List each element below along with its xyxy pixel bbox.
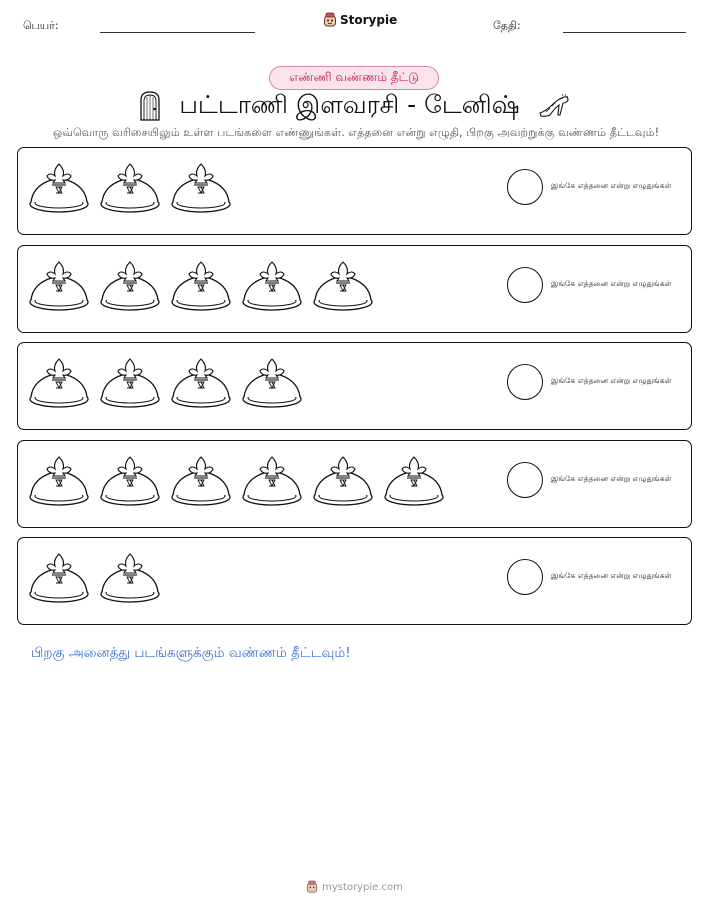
date-line[interactable] — [563, 32, 686, 33]
footer-note: பிறகு அனைத்து படங்களுக்கும் வண்ணம் தீட்டவும்! — [31, 645, 351, 661]
crown-icon — [100, 552, 160, 608]
crown-icon — [242, 455, 302, 511]
answer-circle[interactable] — [507, 462, 543, 498]
date-label: தேதி: — [493, 19, 521, 32]
crown-icon — [313, 260, 373, 316]
page-title: பட்டாணி இளவரசி - டேனிஷ் — [179, 89, 520, 119]
worksheet-type-tag: எண்ணி வண்ணம் தீட்டு — [269, 66, 439, 90]
crown-icon — [100, 455, 160, 511]
answer-label: இங்கே எத்தனை என்று எழுதுங்கள் — [551, 278, 672, 288]
count-row — [17, 147, 692, 235]
crown-icon — [242, 260, 302, 316]
crown-icon — [29, 552, 89, 608]
site-footer — [0, 880, 709, 894]
row-items — [29, 357, 302, 413]
answer-circle[interactable] — [507, 267, 543, 303]
answer-circle[interactable] — [507, 364, 543, 400]
crown-icon — [171, 455, 231, 511]
crown-icon — [29, 162, 89, 218]
storypie-mascot-icon — [323, 12, 337, 28]
brand-logo — [323, 12, 397, 28]
storypie-mascot-icon — [306, 880, 318, 894]
crown-icon — [171, 162, 231, 218]
crown-icon — [100, 357, 160, 413]
crown-icon — [313, 455, 373, 511]
row-items — [29, 552, 160, 608]
crown-icon — [100, 260, 160, 316]
instructions: ஒவ்வொரு வரிசையிலும் உள்ள படங்களை எண்ணுங்கள். எத்தனை என்று எழுதி, பிறகு அவற்றுக்கு வண்ணம் தீட்டவும்! — [52, 126, 660, 139]
answer-label: இங்கே எத்தனை என்று எழுதுங்கள் — [551, 376, 672, 385]
count-row — [17, 342, 692, 430]
answer-label: இங்கே எத்தனை என்று எழுதுங்கள் — [551, 181, 672, 190]
crown-icon — [29, 357, 89, 413]
door-icon — [139, 91, 161, 121]
glass-slipper-icon — [538, 93, 570, 119]
row-items — [29, 455, 444, 511]
crown-icon — [384, 455, 444, 511]
brand-name: Storypie — [340, 13, 398, 27]
count-row — [17, 440, 692, 528]
answer-label: இங்கே எத்தனை என்று எழுதுங்கள் — [551, 571, 672, 580]
crown-icon — [29, 260, 89, 316]
answer-circle[interactable] — [507, 559, 543, 595]
crown-icon — [171, 357, 231, 413]
crown-icon — [242, 357, 302, 413]
row-items — [29, 260, 373, 316]
answer-circle[interactable] — [507, 169, 543, 205]
crown-icon — [171, 260, 231, 316]
name-label: பெயர்: — [23, 19, 59, 32]
row-items — [29, 162, 231, 218]
count-row — [17, 245, 692, 333]
crown-icon — [100, 162, 160, 218]
title-row — [0, 88, 709, 124]
site-url: mystorypie.com — [322, 881, 403, 893]
count-row — [17, 537, 692, 625]
worksheet-header — [0, 0, 709, 50]
crown-icon — [29, 455, 89, 511]
answer-label: இங்கே எத்தனை என்று எழுதுங்கள் — [551, 473, 672, 483]
name-line[interactable] — [100, 32, 255, 33]
